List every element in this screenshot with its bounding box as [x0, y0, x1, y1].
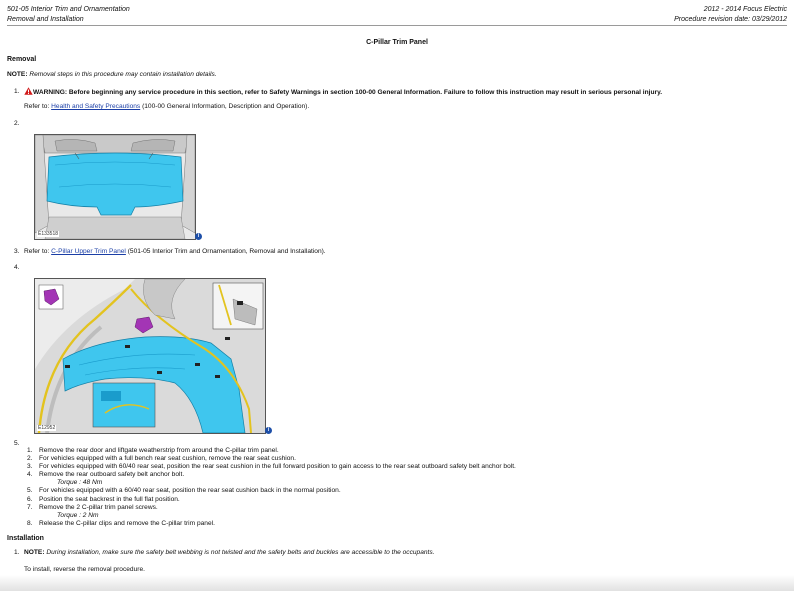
refer-line-1	[24, 103, 309, 111]
substep	[27, 496, 516, 504]
figure-cargo-cover	[34, 134, 196, 240]
header-vehicle: 2012 - 2014 Focus Electric	[703, 6, 787, 13]
substep-text: Position the seat backrest in the full flat position.	[39, 495, 180, 503]
torque-spec	[27, 512, 516, 520]
substep-number: 7.	[27, 503, 33, 511]
substep	[27, 455, 516, 463]
figure-c-pillar	[34, 278, 266, 434]
step-number: 1.	[14, 88, 20, 95]
installation-note	[24, 549, 435, 557]
warning-line	[24, 87, 662, 97]
c-pillar-illustration	[35, 279, 265, 433]
step-number: 5.	[14, 440, 20, 447]
warning-icon	[24, 87, 33, 95]
substep-number: 1.	[27, 447, 33, 454]
substep-number: 4.	[27, 471, 33, 479]
substep-number: 5.	[27, 487, 33, 495]
refer-label: Refer to:	[24, 103, 50, 110]
substep-text: For vehicles equipped with 60/40 rear seat, position the rear seat cushion in the full forward position to gain access to the rear seat outboard safety belt anchor bolt.	[39, 463, 516, 471]
header-right	[674, 5, 787, 25]
step-number: 3.	[14, 248, 20, 255]
substep-number: 6.	[27, 495, 33, 503]
step-number: 1.	[14, 549, 20, 556]
substep	[27, 447, 516, 455]
info-icon[interactable]: i	[265, 427, 272, 434]
header-section: 501-05 Interior Trim and Ornamentation	[7, 6, 130, 13]
substep	[27, 504, 516, 512]
substep-number: 3.	[27, 463, 33, 471]
header-revision-date: Procedure revision date: 03/29/2012	[674, 16, 787, 23]
step-number: 2.	[14, 120, 20, 127]
removal-note	[7, 71, 217, 79]
torque-spec	[27, 479, 516, 487]
note-text: Removal steps in this procedure may contain installation details.	[29, 71, 217, 78]
page-title: C-Pillar Trim Panel	[366, 39, 428, 46]
substep-text: Remove the rear outboard safety belt anchor bolt.	[39, 471, 185, 479]
installation-heading: Installation	[7, 535, 44, 542]
substep-text: For vehicles equipped with a full bench rear seat cushion, remove the rear seat cushion.	[39, 455, 296, 463]
warning-text: WARNING: Before beginning any service procedure in this section, refer to Safety Warnings in section 100-00 General Information. Failure to follow this instruction may result in serious personal injury.	[33, 89, 663, 96]
substep	[27, 463, 516, 471]
torque-text: Torque : 48 Nm	[57, 479, 103, 487]
info-icon[interactable]: i	[195, 233, 202, 240]
substep-text: Remove the rear door and liftgate weatherstrip from around the C-pillar trim panel.	[39, 447, 279, 454]
figure-id: E133518	[38, 230, 59, 237]
note-label: NOTE:	[7, 71, 28, 78]
substep-number: 2.	[27, 455, 33, 463]
header-subsection: Removal and Installation	[7, 16, 84, 23]
refer-label: Refer to:	[24, 248, 50, 255]
header-left	[7, 5, 130, 25]
refer-tail: (100-00 General Information, Description and Operation).	[142, 103, 310, 110]
health-safety-link[interactable]: Health and Safety Precautions	[51, 103, 141, 110]
note-text: During installation, make sure the safety belt webbing is not twisted and the safety belts and buckles are accessible to the occupants.	[46, 549, 435, 556]
substep-text: For vehicles equipped with a 60/40 rear seat, position the rear seat cushion back in the normal position.	[39, 487, 341, 495]
torque-text: Torque : 2 Nm	[57, 511, 99, 519]
installation-final: To install, reverse the removal procedure.	[24, 566, 145, 573]
document-header	[7, 5, 787, 26]
refer-tail: (501-05 Interior Trim and Ornamentation, Removal and Installation).	[127, 248, 326, 255]
cargo-area-illustration	[35, 135, 195, 239]
substep-text: Release the C-pillar clips and remove the C-pillar trim panel.	[39, 519, 215, 527]
removal-heading: Removal	[7, 56, 37, 63]
substep-number: 8.	[27, 519, 33, 527]
substep	[27, 520, 516, 528]
refer-line-3	[24, 248, 326, 256]
substep-text: Remove the 2 C-pillar trim panel screws.	[39, 503, 158, 511]
page-bottom-shadow	[0, 575, 794, 591]
c-pillar-upper-trim-link[interactable]: C-Pillar Upper Trim Panel	[51, 248, 126, 255]
note-label: NOTE:	[24, 549, 45, 556]
substep-list	[27, 447, 516, 528]
substep	[27, 487, 516, 495]
step-number: 4.	[14, 264, 20, 271]
substep	[27, 471, 516, 479]
figure-id: E12952	[38, 424, 56, 431]
